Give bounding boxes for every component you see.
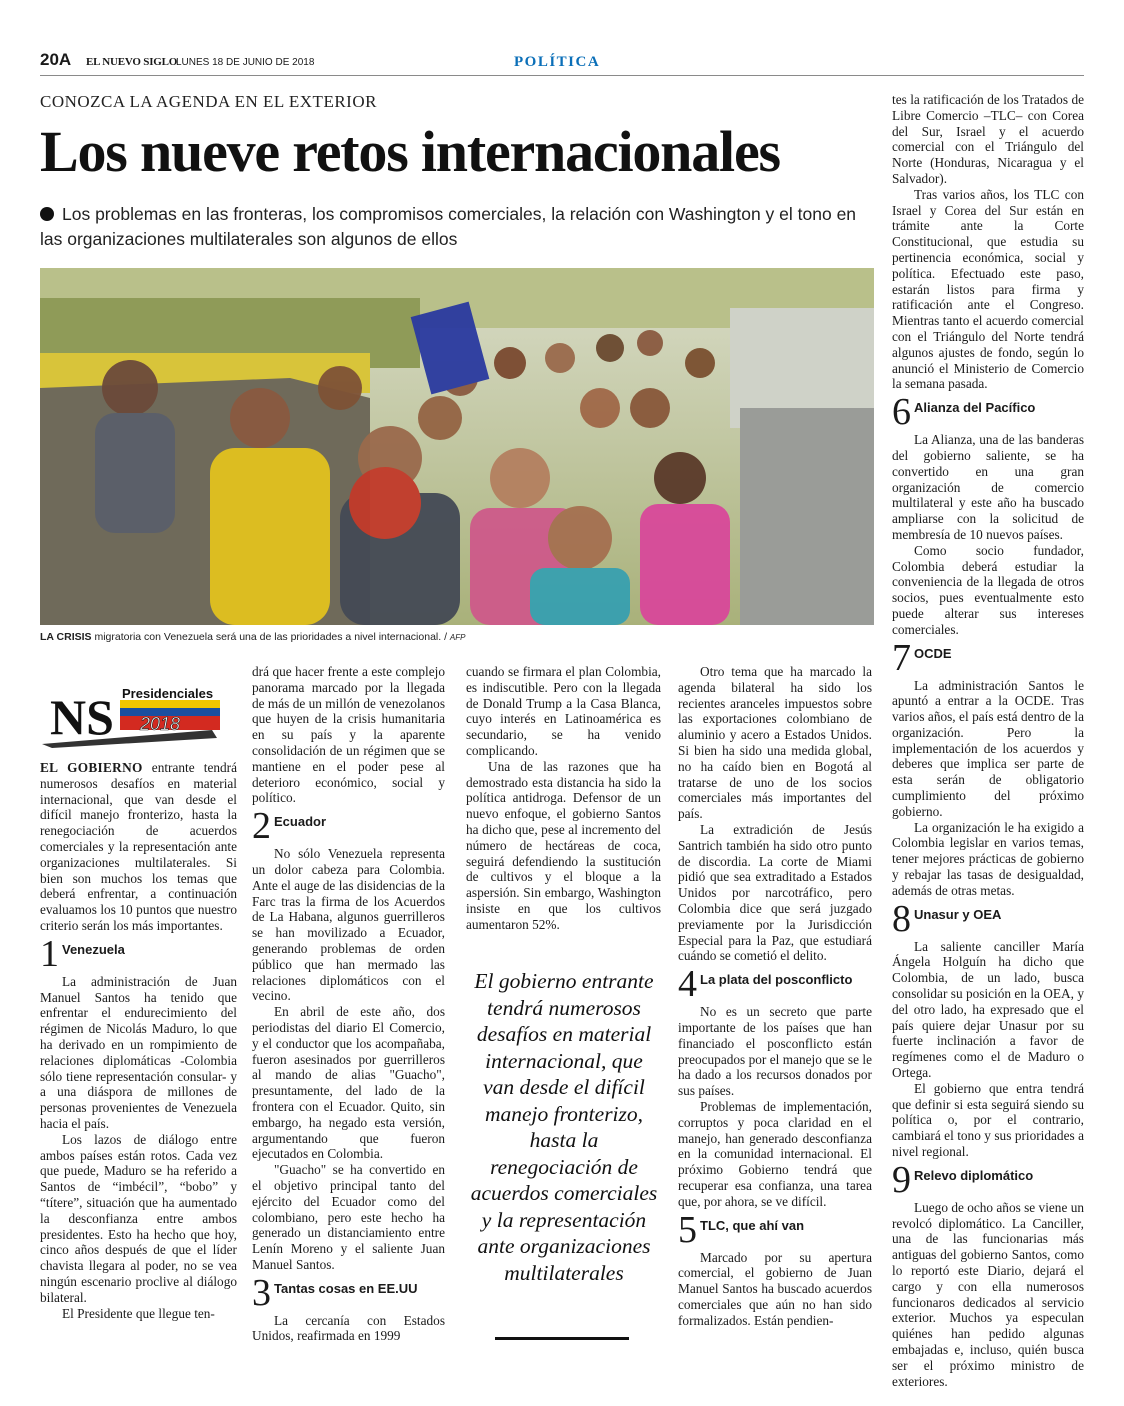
section-9-p1: Luego de ocho años se viene un revolcó diplomático. La Canciller, una de las funcionarias más antiguas del gobierno Santos, como lo reportó este Diario, dejará el cargo y con ella numerosos funcionaros dedicados al servicio exterior. Muchos ya especulan quiénes han pedido algunas embajadas e, incluso, quién busca ser el próximo ministro de exteriores. (892, 1199, 1084, 1389)
header-rule (40, 75, 1084, 76)
section-6-p2: Como socio fundador, Colombia deberá estudiar la conveniencia de la llegada de otros socios, pues eventualmente esto puede alterar sus intereses comerciales. (892, 542, 1084, 637)
section-3-p2: Una de las razones que ha demostrado esta distancia ha sido la política antidroga. Defensor de un nuevo enfoque, el gobierno Santos ha dicho que, pese al incremento del número de hectáreas de coca, seguirá defendiendo la sustitución de cultivos y el bloque a la aspersión. Sin embargo, Washington insiste en que los cultivos aumentaron 52%. (466, 758, 661, 932)
section-1-p3a: El Presidente que llegue ten- (62, 1305, 215, 1321)
photo-caption (40, 631, 880, 643)
section-6-heading: 6 Alianza del Pacífico (892, 391, 1036, 434)
bullet-icon (40, 207, 54, 221)
column-5 (892, 92, 1084, 1389)
column-4 (678, 664, 872, 1328)
section-7-p2: La organización le ha exigido a Colombia legislar en varios temas, tener mejores prácticas de gobierno y rebajar las tasas de desigualdad, además de otras metas. (892, 819, 1084, 898)
newspaper-name: EL NUEVO SIGLO (86, 56, 178, 68)
section-2-p2: En abril de este año, dos periodistas del diario El Comercio, y el conductor que los acompañaba, fueron asesinados por guerrilleros al mando de alias "Guacho", presuntamente, del lado de la frontera con el Ecuador. Quito, sin embargo, ha negado esta versión, argumentando que fueron ejecutados en Colombia. (252, 1004, 445, 1162)
section-9-heading: 9 Relevo diplomático (892, 1158, 1034, 1201)
section-5-p1b: tes la ratificación de los Tratados de Libre Comercio –TLC– con Corea del Sur, Israel y el acuerdo comercial con el Triángulo del Norte (Honduras, Nicaragua y el Salvador). (892, 92, 1084, 186)
page-number: 20A (40, 50, 72, 69)
section-3-heading: 3 Tantas cosas en EE.UU (252, 1271, 418, 1314)
section-2-p3: "Guacho" se ha convertido en el objetivo principal tanto del ejército del Ecuador como del colombiano, pero este hecho ha generado un distanciamiento entre Lenín Moreno y el saliente Juan Manuel Santos. (252, 1162, 445, 1272)
crowd-photo (40, 268, 874, 625)
section-5-p1a: Marcado por su apertura comercial, el gobierno de Juan Manuel Santos ha buscado acuerdos comerciales que aún no han sido formalizados. Están pendien- (678, 1249, 872, 1328)
deck (40, 202, 875, 252)
column-1 (40, 760, 237, 1321)
intro-paragraph: EL GOBIERNO entrante tendrá numerosos desafíos en material internacional, que van desde el difícil manejo fronterizo, hasta la renegociación de acuerdos comerciales y la representación ante organizaciones multilaterales. Si bien son muchos los temas que deberá enfrentar, a continuación evaluamos los 10 puntos que nuestro criterio serán los más importantes. (40, 760, 237, 933)
section-8-p2: El gobierno que entra tendrá que definir si esta seguirá siendo su política o, por el contrario, cambiará el tono y sus prioridades a nivel regional. (892, 1080, 1084, 1160)
logo-ns: NS (50, 689, 114, 745)
section-6-p1: La Alianza, una de las banderas del gobierno saliente, se ha convertido en una gran organización de comercio multilateral y este año ha buscado ampliarse con la solicitud de membresía de 10 nuevos países. (892, 432, 1084, 542)
section-1-heading: 1 Venezuela (40, 932, 125, 975)
section-4-p2: Problemas de implementación, corruptos y poca claridad en el manejo, han generado desconfianza en la comunidad internacional. El próximo Gobierno tendrá que recuperar esa confianza, una tarea que, por ahora, se ve difícil. (678, 1098, 872, 1209)
section-8-p1: La saliente canciller María Ángela Holguín ha dicho que Colombia, de un lado, busca consolidar su posición en la OEA, y del otro lado, ha expresado que el país quiere dejar Unasur por su fuerte inclinación a favor de regímenes como el de Maduro o Ortega. (892, 938, 1084, 1081)
section-5-heading: 5 TLC, que ahí van (678, 1208, 805, 1251)
section-1-p2: Los lazos de diálogo entre ambos países están rotos. Cada vez que puede, Maduro se ha referido a Santos de “imbécil”, “bobo” y “títere”, situación que ha aumentado la desconfianza entre ambos presidentes. Esto ha hecho que hoy, cinco años después de que el líder chavista llegara al poder, no se vea ningún escenario proclive al diálogo bilateral. (40, 1131, 237, 1305)
caption-lead: LA CRISIS (40, 631, 92, 643)
column-2 (252, 664, 445, 1344)
logo-label: Presidenciales (122, 686, 214, 701)
section-4-p1: No es un secreto que parte importante de los países que han financiado el posconflicto están preocupados por el manejo que se le ha dado a los recursos donados por sus países. (678, 1004, 872, 1099)
section-7-heading: 7 OCDE (892, 636, 952, 679)
section-3-p1b: cuando se firmara el plan Colombia, es indiscutible. Pero con la llegada de Donald Trump a la Casa Blanca, cuyo interés en Latinoamérica es secundario, se ha venido complicando. (466, 664, 661, 758)
section-8-heading: 8 Unasur y OEA (892, 897, 1002, 940)
kicker: CONOZCA LA AGENDA EN EL EXTERIOR (40, 92, 377, 111)
section-1-p3b: drá que hacer frente a este complejo panorama marcado por la llegada de más de un millón de venezolanos que huyen de la crisis humanitaria en su país y la aparente consolidación de un régimen que se mantiene en el poder pese al deterioro económico, social y político. (252, 664, 445, 806)
headline: Los nueve retos internacionales (40, 119, 780, 184)
section-3-p1a: La cercanía con Estados Unidos, reafirmada en 1999 (252, 1312, 445, 1344)
section-name: POLÍTICA (514, 54, 601, 70)
section-3-p4: La extradición de Jesús Santrich también ha sido otro punto de discordia. La corte de Miami pidió que sea extraditado a Estados Unidos por narcotráfico, pero Colombia dice que será juzgado previamente por la Jurisdicción Especial para la Paz, que estudiará cuándo se cometió el delito. (678, 821, 872, 964)
section-4-heading: 4 La plata del posconflicto (678, 963, 853, 1006)
section-7-p1: La administración Santos le apuntó a entrar a la OCDE. Tras varios años, el país está dentro de la organización. Pero la implementación de los acuerdos y deberes que implica ser parte de esta serán de obligatorio cumplimiento del próximo gobierno. (892, 677, 1084, 819)
logo-year: 2018 (140, 714, 181, 734)
issue-date: LUNES 18 DE JUNIO DE 2018 (176, 57, 315, 68)
section-2-heading: 2 Ecuador (252, 805, 327, 848)
caption-credit: AFP (449, 633, 466, 642)
section-5-p2: Tras varios años, los TLC con Israel y Corea del Sur están en trámite ante la Corte Constitucional, que estudia su pertinencia económica, social y política. Efectuado este paso, estarán listos para firma y ratificación ante el Congreso. Mientras tanto el acuerdo comercial con el Triángulo del Norte tendrá algunos ajustes de fondo, según lo anunció el Ministerio de Comercio la semana pasada. (892, 186, 1084, 392)
deck-text: Los problemas en las fronteras, los compromisos comerciales, la relación con Washington y el tono en las organizaciones multilaterales son algunos de ellos (40, 204, 857, 249)
section-1-p1: La administración de Juan Manuel Santos ha tenido que enfrentar el endurecimiento del régimen de Nicolás Maduro, lo que ha derivado en un rompimiento de relaciones diplomáticas -Colombia sólo tiene representación consular- y a una diáspora de millones de personas provenientes de Venezuela hacia el país. (40, 973, 237, 1131)
presidenciales-logo (42, 686, 222, 748)
intro-lead: EL GOBIERNO (40, 760, 143, 775)
column-3 (466, 664, 661, 933)
caption-text: migratoria con Venezuela será una de las prioridades a nivel internacional. / (91, 631, 450, 643)
pull-quote-rule (495, 1337, 629, 1340)
section-3-p3: Otro tema que ha marcado la agenda bilateral ha sido los recientes aranceles impuestos sobre las exportaciones colombiano de aluminio y acero a Estados Unidos. Si bien ha sido una medida global, no ha caído bien en Bogotá al tratarse de uno de los socios comerciales más importantes del país. (678, 664, 872, 822)
pull-quote: El gobierno entrante tendrá numerosos desafíos en material internacional, que van desde el difícil manejo fronterizo, hasta la renegociación de acuerdos comerciales y la representación ante organizaciones multilaterales (470, 969, 658, 1285)
section-2-p1: No sólo Venezuela representa un dolor cabeza para Colombia. Ante el auge de las disidencias de la Farc tras la firma de los Acuerdos de La Habana, algunos guerrilleros se han movilizado a Ecuador, generando problemas de orden público que han mermado las relaciones diplomáticos con el vecino. (252, 846, 445, 1004)
